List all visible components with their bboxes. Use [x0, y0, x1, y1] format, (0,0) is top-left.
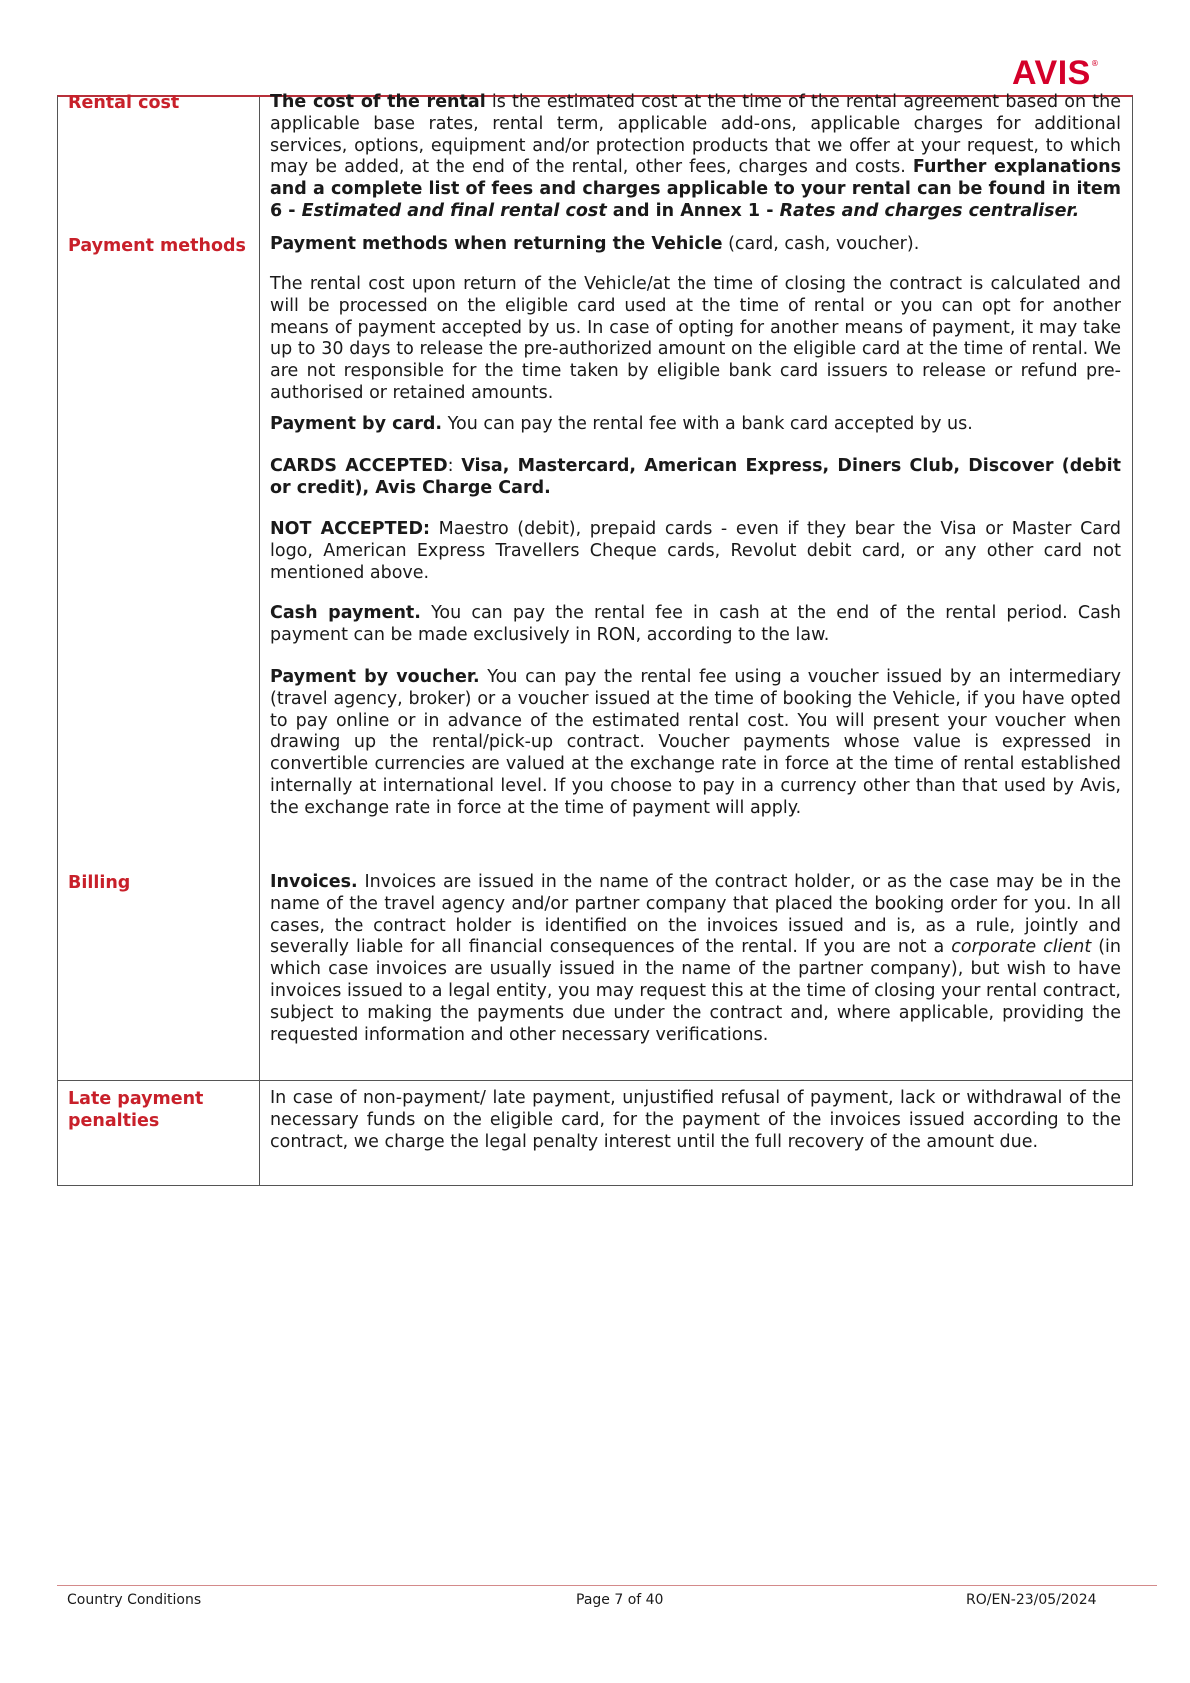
payment-methods-intro-bold: Payment methods when returning the Vehicle	[270, 234, 723, 254]
invoices-bold: Invoices.	[270, 872, 358, 892]
footer-divider	[57, 1585, 1157, 1586]
cards-accepted-list: Visa, Mastercard, American Express, Diners Club, Discover (debit or credit), Avis Charge Card.	[270, 456, 1121, 498]
cards-accepted-heading: CARDS ACCEPTED	[270, 456, 448, 476]
footer-page-number: Page 7 of 40	[576, 1592, 664, 1608]
invoices-italic: corporate client	[951, 937, 1092, 958]
conditions-table	[57, 92, 1133, 1186]
payment-methods-rental-cost-paragraph: The rental cost upon return of the Vehicle/at the time of closing the contract is calculated and will be processed on the eligible card used at the time of rental or you can opt for another means of payment accepted by us. In case of opting for another means of payment, it may take up to 30 days to release the pre-authorized amount on the eligible card at the time of rental. We are not responsible for the time taken by eligible bank card issuers to release or refund pre-authorised or retained amounts.	[270, 274, 1121, 403]
late-payment-paragraph: In case of non-payment/ late payment, unjustified refusal of payment, lack or withdrawal of the necessary funds on the eligible card, for the payment of the invoices issued according to the contract, we charge the legal penalty interest until the full recovery of the amount due.	[270, 1088, 1121, 1152]
invoices-text-1: Invoices are issued in the name of the contract holder, or as the case may be in the name of the travel agency and/or partner company that placed the booking order for you. In all cases, the contract holder is identified on the invoices issued and is, as a rule, jointly and severally liable for all financial consequences of the rental. If you are not a	[270, 872, 1121, 958]
footer-document-code: RO/EN-23/05/2024	[966, 1592, 1097, 1608]
billing-paragraph	[270, 872, 1121, 1046]
column-divider	[259, 97, 260, 1185]
not-accepted-paragraph	[270, 519, 1121, 584]
label-payment-methods: Payment methods	[68, 236, 246, 256]
label-rental-cost: Rental cost	[68, 93, 180, 113]
rental-cost-bold-italic-1: Estimated and final rental cost	[301, 200, 607, 221]
payment-by-voucher-paragraph	[270, 667, 1121, 820]
registered-mark: ®	[1090, 59, 1099, 68]
payment-methods-intro	[270, 234, 1121, 256]
payment-by-card-text: You can pay the rental fee with a bank card accepted by us.	[442, 414, 973, 434]
avis-logo-text: AVIS	[1012, 54, 1091, 92]
cash-payment-text: You can pay the rental fee in cash at the end of the rental period. Cash payment can be made exclusively in RON, according to the law.	[270, 603, 1121, 645]
payment-by-voucher-bold: Payment by voucher.	[270, 667, 480, 687]
payment-methods-intro-text: (card, cash, voucher).	[722, 234, 920, 254]
cards-accepted-paragraph	[270, 456, 1121, 500]
row-divider	[58, 1080, 1132, 1081]
payment-by-voucher-text: You can pay the rental fee using a voucher issued by an intermediary (travel agency, broker) or a voucher issued at the time of booking the Vehicle, if you have opted to pay online or in advance of the estimated rental cost. You will present your voucher when drawing up the rental/pick-up contract. Voucher payments whose value is expressed in convertible currencies are valued at the exchange rate in force at the time of rental established internally at international level. If you choose to pay in a currency other than that used by Avis, the exchange rate in force at the time of payment will apply.	[270, 667, 1121, 818]
cards-accepted-colon: :	[447, 456, 462, 476]
cash-payment-bold: Cash payment.	[270, 603, 421, 623]
not-accepted-text: Maestro (debit), prepaid cards - even if they bear the Visa or Master Card logo, American Express Travellers Cheque cards, Revolut debit card, or any other card not mentioned above.	[270, 519, 1122, 583]
payment-by-card-bold: Payment by card.	[270, 414, 443, 434]
label-late-payment-penalties	[68, 1088, 203, 1132]
rental-cost-bold-2: Further explanations and a complete list of fees and charges applicable to your rental can be found in item 6 -	[270, 157, 1121, 221]
rental-cost-text-1: is the estimated cost at the time of the rental agreement based on the applicable base rates, rental term, applicable add-ons, applicable charges for additional services, options, equipment and/or protection products that we offer at your request, to which may be added, at the end of the rental, other fees, charges and costs.	[270, 92, 1121, 178]
footer-left: Country Conditions	[67, 1592, 202, 1608]
cash-payment-paragraph	[270, 603, 1121, 647]
late-payment-label-line1: Late payment	[68, 1089, 204, 1109]
invoices-text-2: (in which case invoices are usually issued in the name of the partner company), but wish to have invoices issued to a legal entity, you may request this at the time of closing your rental contract, subject to making the payments due under the contract and, where applicable, providing the requested information and other necessary verifications.	[270, 937, 1122, 1045]
rental-cost-bold-italic-2: Rates and charges centraliser.	[779, 200, 1080, 221]
rental-cost-text	[270, 92, 1121, 223]
payment-by-card-paragraph	[270, 414, 1121, 436]
not-accepted-heading: NOT ACCEPTED:	[270, 519, 431, 539]
late-payment-label-line2: penalties	[68, 1111, 160, 1131]
rental-cost-bold-1: The cost of the rental	[270, 92, 486, 112]
label-billing: Billing	[68, 873, 131, 893]
avis-logo	[1012, 55, 1099, 91]
rental-cost-bold-3: and in Annex 1 -	[606, 200, 780, 221]
